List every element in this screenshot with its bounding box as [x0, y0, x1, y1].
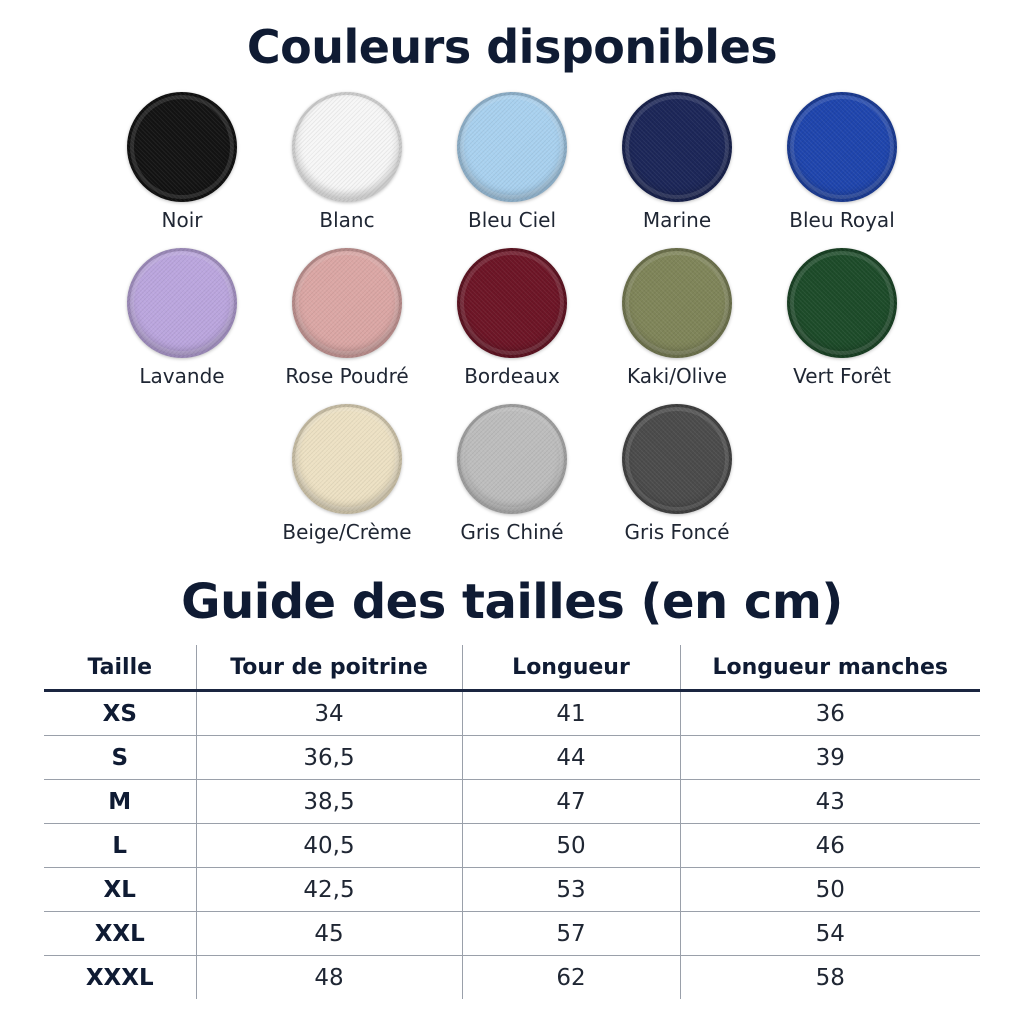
color-swatch-circle	[292, 404, 402, 514]
size-label-cell: M	[44, 780, 196, 824]
color-swatch-circle	[787, 92, 897, 202]
color-swatch-label: Noir	[161, 208, 203, 232]
table-cell: 34	[196, 691, 462, 736]
color-swatch[interactable]	[272, 404, 422, 544]
color-swatch-circle	[622, 404, 732, 514]
color-swatch-circle	[292, 92, 402, 202]
color-swatch[interactable]	[272, 92, 422, 232]
header-chest: Tour de poitrine	[196, 645, 462, 691]
color-swatch-label: Bleu Royal	[789, 208, 895, 232]
color-swatch-circle	[457, 92, 567, 202]
table-cell: 57	[462, 912, 680, 956]
table-cell: 43	[680, 780, 980, 824]
table-cell: 47	[462, 780, 680, 824]
table-cell: 42,5	[196, 868, 462, 912]
size-guide-table	[44, 645, 980, 999]
color-swatch-label: Kaki/Olive	[627, 364, 727, 388]
color-swatch[interactable]	[602, 248, 752, 388]
color-swatch[interactable]	[272, 248, 422, 388]
table-row	[44, 736, 980, 780]
table-cell: 54	[680, 912, 980, 956]
size-guide-title: Guide des tailles (en cm)	[181, 574, 843, 630]
header-size: Taille	[44, 645, 196, 691]
table-cell: 36,5	[196, 736, 462, 780]
table-header-row	[44, 645, 980, 691]
table-cell: 36	[680, 691, 980, 736]
color-swatch-circle	[457, 248, 567, 358]
table-cell: 50	[680, 868, 980, 912]
color-swatch-label: Marine	[642, 208, 712, 232]
color-swatch-label: Vert Forêt	[793, 364, 891, 388]
header-sleeve-length: Longueur manches	[680, 645, 980, 691]
color-swatch-circle	[292, 248, 402, 358]
color-swatch-label: Gris Foncé	[624, 520, 730, 544]
color-swatch-circle	[622, 92, 732, 202]
table-row	[44, 824, 980, 868]
table-row	[44, 868, 980, 912]
color-swatch[interactable]	[767, 248, 917, 388]
table-cell: 50	[462, 824, 680, 868]
table-cell: 48	[196, 956, 462, 1000]
header-length: Longueur	[462, 645, 680, 691]
table-cell: 53	[462, 868, 680, 912]
table-row	[44, 956, 980, 1000]
size-label-cell: XXXL	[85, 964, 154, 991]
table-row	[44, 691, 980, 736]
table-row	[44, 780, 980, 824]
table-row	[44, 912, 980, 956]
color-swatch-label: Gris Chiné	[460, 520, 564, 544]
color-swatch[interactable]	[767, 92, 917, 232]
table-cell: 41	[462, 691, 680, 736]
color-swatch[interactable]	[602, 92, 752, 232]
color-swatch-label: Bleu Ciel	[468, 208, 556, 232]
color-swatch-label: Beige/Crème	[282, 520, 412, 544]
size-label-cell: L	[44, 824, 196, 868]
color-swatch[interactable]	[602, 404, 752, 544]
size-label-cell: S	[44, 736, 196, 780]
color-swatch-circle	[457, 404, 567, 514]
color-swatch[interactable]	[107, 248, 257, 388]
table-cell: 58	[680, 956, 980, 1000]
color-swatch[interactable]	[437, 92, 587, 232]
color-swatch[interactable]	[107, 92, 257, 232]
colors-section-title: Couleurs disponibles	[246, 20, 778, 74]
color-swatch-label: Rose Poudré	[285, 364, 409, 388]
size-label-cell: XXL	[44, 912, 196, 956]
table-cell: 46	[680, 824, 980, 868]
color-swatch-circle	[622, 248, 732, 358]
color-swatch-circle	[127, 92, 237, 202]
color-swatch-circle	[127, 248, 237, 358]
color-swatch-label: Bordeaux	[464, 364, 560, 388]
color-swatch-circle	[787, 248, 897, 358]
table-cell: 39	[680, 736, 980, 780]
table-cell: 45	[196, 912, 462, 956]
table-cell: 44	[462, 736, 680, 780]
table-cell: 40,5	[196, 824, 462, 868]
table-cell: 38,5	[196, 780, 462, 824]
size-label-cell: XL	[44, 868, 196, 912]
color-swatch-label: Lavande	[139, 364, 225, 388]
color-swatch[interactable]	[437, 248, 587, 388]
color-swatch[interactable]	[437, 404, 587, 544]
table-cell: 62	[462, 956, 680, 1000]
size-label-cell: XS	[44, 691, 196, 736]
color-swatch-label: Blanc	[319, 208, 375, 232]
